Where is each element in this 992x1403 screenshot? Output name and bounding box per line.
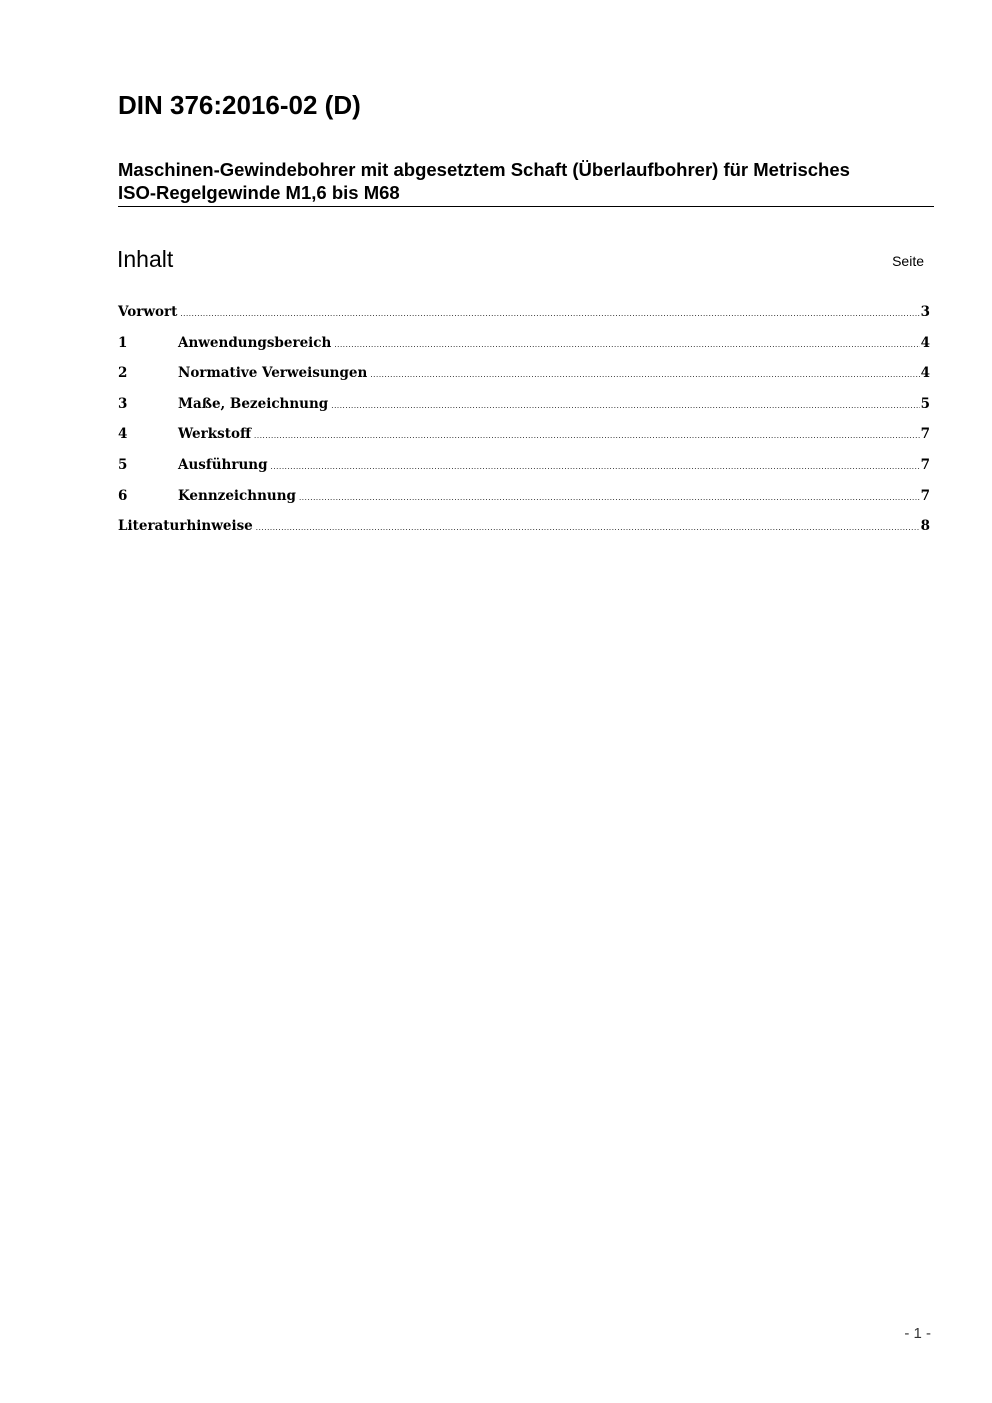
toc-entry-werkstoff[interactable] bbox=[118, 423, 930, 454]
toc-entry-page: 3 bbox=[920, 304, 930, 320]
toc-entry-normative-verweisungen[interactable] bbox=[118, 362, 930, 393]
toc-dot-leader bbox=[254, 425, 920, 447]
toc-dot-leader bbox=[180, 303, 919, 325]
toc-entry-ausfuehrung[interactable] bbox=[118, 454, 930, 485]
toc-entry-masse-bezeichnung[interactable] bbox=[118, 393, 930, 424]
toc-entry-page: 7 bbox=[920, 456, 930, 473]
toc-entry-page: 7 bbox=[920, 426, 930, 443]
toc-entry-label: Werkstoff bbox=[178, 426, 252, 443]
toc-entry-number: 3 bbox=[118, 395, 128, 412]
document-subtitle bbox=[118, 158, 934, 207]
toc-entry-label: Ausführung bbox=[178, 456, 268, 473]
toc-dot-leader bbox=[256, 517, 920, 539]
table-of-contents bbox=[118, 301, 930, 546]
toc-dot-leader bbox=[299, 487, 920, 509]
toc-entry-label: Anwendungsbereich bbox=[178, 334, 332, 351]
toc-entry-page: 8 bbox=[920, 518, 930, 535]
toc-page-column-heading: Seite bbox=[892, 253, 924, 269]
toc-dot-leader bbox=[271, 456, 920, 478]
toc-dot-leader bbox=[334, 334, 919, 356]
toc-entry-label: Normative Verweisungen bbox=[178, 365, 368, 382]
document-subtitle-line-2: ISO-Regelgewinde M1,6 bis M68 bbox=[118, 182, 400, 203]
toc-entry-label: Kennzeichnung bbox=[178, 487, 296, 504]
toc-dot-leader bbox=[331, 395, 919, 417]
toc-entry-number: 6 bbox=[118, 487, 128, 504]
toc-heading: Inhalt bbox=[117, 246, 174, 272]
toc-entry-anwendungsbereich[interactable] bbox=[118, 332, 930, 363]
toc-entry-number: 1 bbox=[118, 334, 128, 351]
page-number: - 1 - bbox=[904, 1325, 931, 1342]
toc-entry-page: 4 bbox=[920, 334, 930, 351]
toc-entry-kennzeichnung[interactable] bbox=[118, 485, 930, 516]
toc-entry-literaturhinweise[interactable] bbox=[118, 515, 930, 546]
toc-entry-number: 4 bbox=[118, 426, 128, 443]
document-subtitle-line-1: Maschinen-Gewindebohrer mit abgesetztem Schaft (Überlaufbohrer) für Metrisches bbox=[118, 159, 850, 180]
toc-dot-leader bbox=[370, 364, 919, 386]
toc-entry-vorwort[interactable] bbox=[118, 301, 930, 332]
toc-entry-page: 7 bbox=[920, 487, 930, 504]
toc-entry-label: Literaturhinweise bbox=[118, 518, 253, 535]
document-title: DIN 376:2016-02 (D) bbox=[118, 90, 361, 120]
toc-entry-page: 4 bbox=[920, 365, 930, 382]
toc-entry-label: Vorwort bbox=[118, 304, 178, 320]
toc-entry-number: 2 bbox=[118, 365, 128, 382]
toc-entry-page: 5 bbox=[920, 395, 930, 412]
toc-entry-number: 5 bbox=[118, 456, 128, 473]
toc-entry-label: Maße, Bezeichnung bbox=[178, 395, 329, 412]
